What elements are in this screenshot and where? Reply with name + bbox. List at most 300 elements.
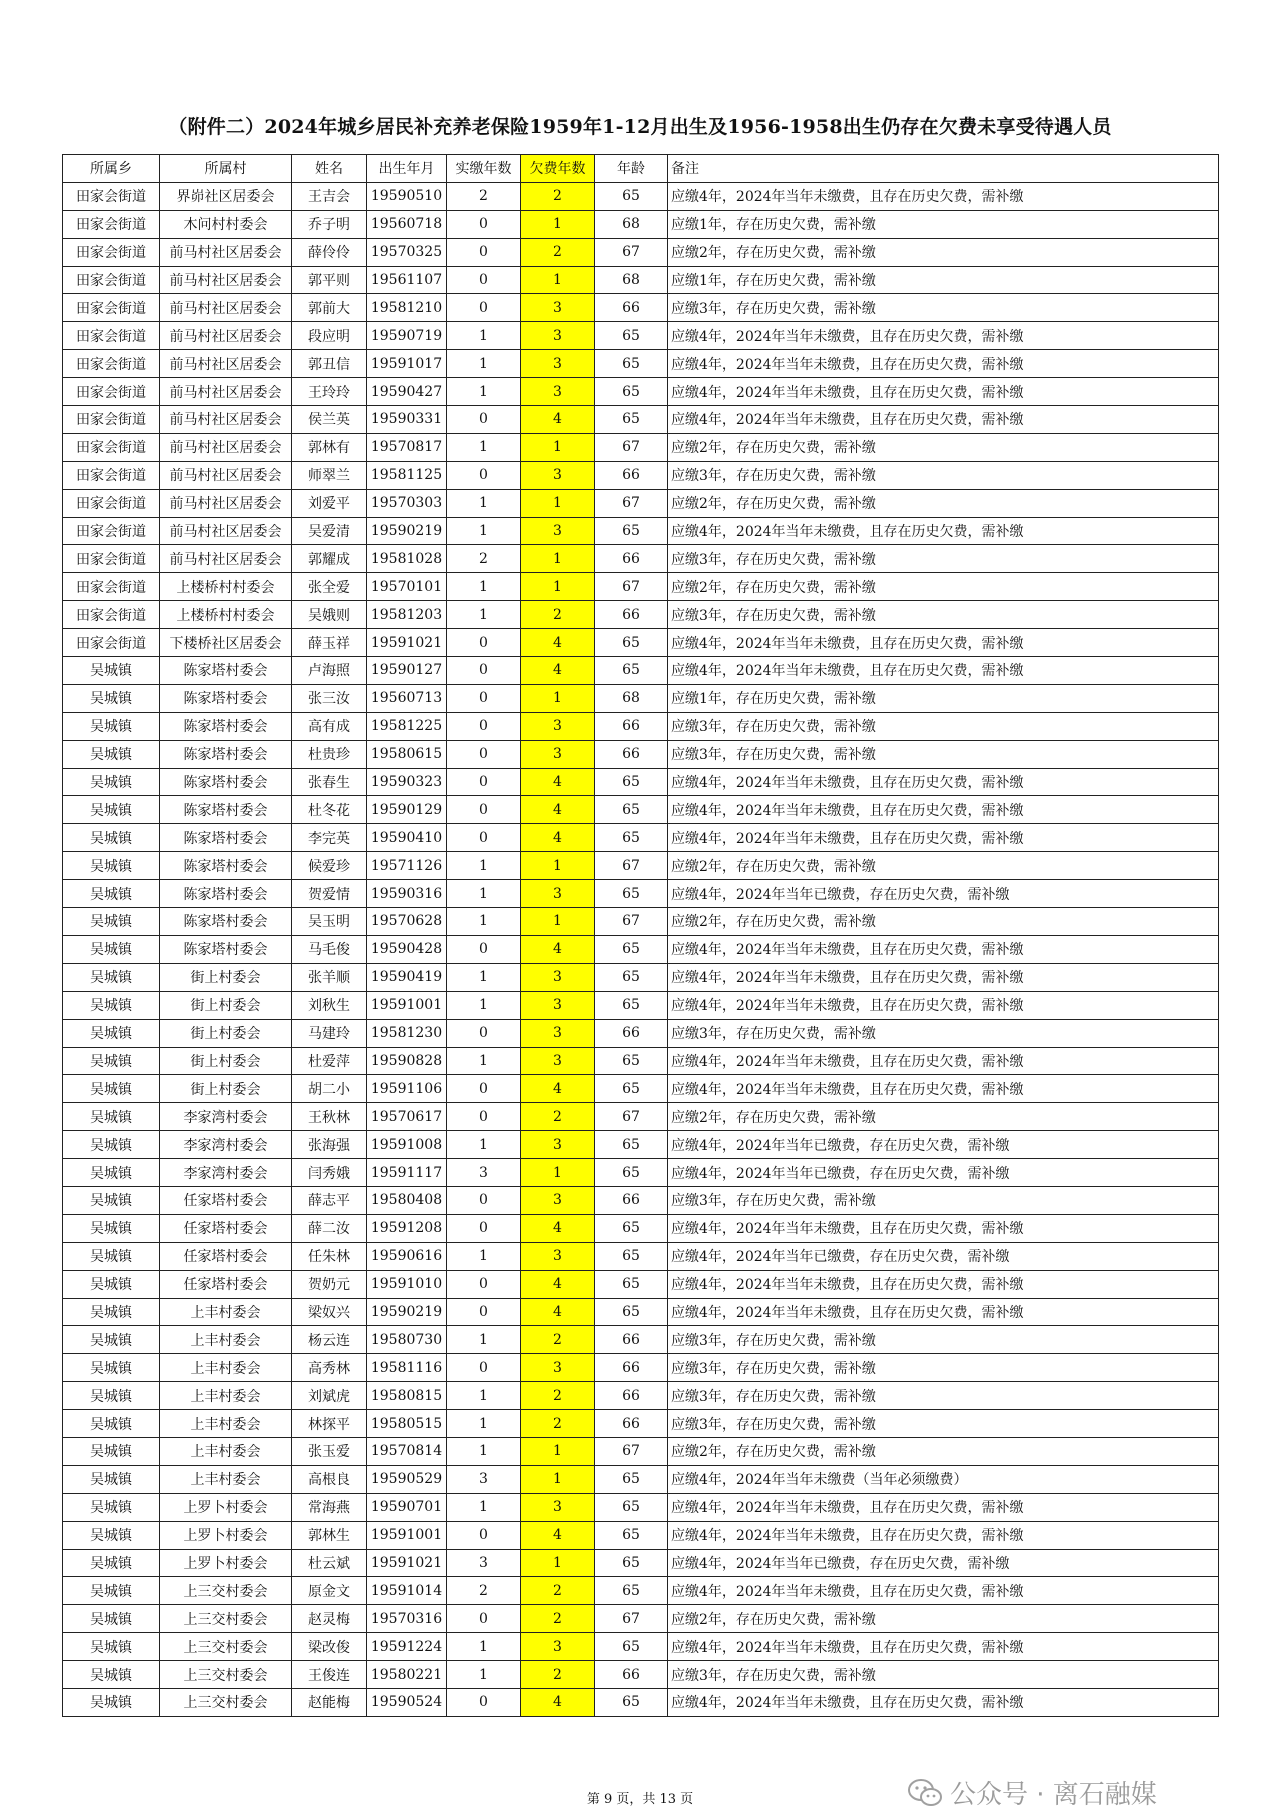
- remarks-cell: 应缴1年，存在历史欠费，需补缴: [668, 266, 1219, 294]
- paid-years-cell: 1: [447, 573, 521, 601]
- owed-years-cell: 1: [521, 210, 595, 238]
- township-cell: 吴城镇: [63, 1688, 160, 1716]
- table-row: [63, 238, 1219, 266]
- paid-years-cell: 1: [447, 1633, 521, 1661]
- paid-years-cell: 0: [447, 1186, 521, 1214]
- name-cell: 梁改俊: [292, 1633, 367, 1661]
- table-row: [63, 1661, 1219, 1689]
- township-cell: 吴城镇: [63, 1103, 160, 1131]
- township-cell: 吴城镇: [63, 963, 160, 991]
- paid-years-cell: 1: [447, 489, 521, 517]
- owed-years-cell: 1: [521, 433, 595, 461]
- name-cell: 王秋林: [292, 1103, 367, 1131]
- owed-years-cell: 2: [521, 1326, 595, 1354]
- birth-cell: 19570617: [367, 1103, 447, 1131]
- table-row: [63, 684, 1219, 712]
- name-cell: 张三汝: [292, 684, 367, 712]
- owed-years-cell: 1: [521, 545, 595, 573]
- township-cell: 田家会街道: [63, 378, 160, 406]
- birth-cell: 19591021: [367, 1549, 447, 1577]
- village-cell: 前马村社区居委会: [160, 322, 292, 350]
- village-cell: 陈家塔村委会: [160, 908, 292, 936]
- remarks-cell: 应缴2年，存在历史欠费，需补缴: [668, 1605, 1219, 1633]
- township-cell: 吴城镇: [63, 935, 160, 963]
- owed-years-cell: 1: [521, 1465, 595, 1493]
- township-cell: 吴城镇: [63, 880, 160, 908]
- owed-years-cell: 1: [521, 908, 595, 936]
- remarks-cell: 应缴4年，2024年当年已缴费，存在历史欠费，需补缴: [668, 1159, 1219, 1187]
- remarks-cell: 应缴3年，存在历史欠费，需补缴: [668, 1354, 1219, 1382]
- birth-cell: 19580730: [367, 1326, 447, 1354]
- age-cell: 65: [595, 350, 668, 378]
- birth-cell: 19580615: [367, 740, 447, 768]
- township-cell: 田家会街道: [63, 573, 160, 601]
- age-cell: 65: [595, 182, 668, 210]
- paid-years-cell: 0: [447, 1075, 521, 1103]
- age-cell: 67: [595, 908, 668, 936]
- remarks-cell: 应缴4年，2024年当年未缴费，且存在历史欠费，需补缴: [668, 629, 1219, 657]
- birth-cell: 19590616: [367, 1242, 447, 1270]
- township-cell: 吴城镇: [63, 1131, 160, 1159]
- remarks-cell: 应缴3年，存在历史欠费，需补缴: [668, 601, 1219, 629]
- name-cell: 赵能梅: [292, 1688, 367, 1716]
- village-cell: 前马村社区居委会: [160, 266, 292, 294]
- paid-years-cell: 1: [447, 852, 521, 880]
- remarks-cell: 应缴4年，2024年当年未缴费，且存在历史欠费，需补缴: [668, 657, 1219, 685]
- remarks-cell: 应缴4年，2024年当年未缴费，且存在历史欠费，需补缴: [668, 796, 1219, 824]
- township-cell: 吴城镇: [63, 768, 160, 796]
- birth-cell: 19581116: [367, 1354, 447, 1382]
- owed-years-cell: 2: [521, 1103, 595, 1131]
- village-cell: 界峁社区居委会: [160, 182, 292, 210]
- table-row: [63, 1521, 1219, 1549]
- age-cell: 66: [595, 461, 668, 489]
- name-cell: 杜爱萍: [292, 1047, 367, 1075]
- paid-years-cell: 0: [447, 210, 521, 238]
- birth-cell: 19590828: [367, 1047, 447, 1075]
- birth-cell: 19590331: [367, 406, 447, 434]
- table-row: [63, 210, 1219, 238]
- township-cell: 吴城镇: [63, 1410, 160, 1438]
- remarks-cell: 应缴3年，存在历史欠费，需补缴: [668, 1186, 1219, 1214]
- remarks-cell: 应缴3年，存在历史欠费，需补缴: [668, 461, 1219, 489]
- table-row: [63, 266, 1219, 294]
- village-cell: 街上村委会: [160, 991, 292, 1019]
- remarks-cell: 应缴4年，2024年当年未缴费，且存在历史欠费，需补缴: [668, 322, 1219, 350]
- birth-cell: 19590323: [367, 768, 447, 796]
- owed-years-cell: 2: [521, 1577, 595, 1605]
- birth-cell: 19590719: [367, 322, 447, 350]
- name-cell: 杜冬花: [292, 796, 367, 824]
- village-cell: 前马村社区居委会: [160, 406, 292, 434]
- township-cell: 吴城镇: [63, 1326, 160, 1354]
- birth-cell: 19581225: [367, 712, 447, 740]
- name-cell: 林探平: [292, 1410, 367, 1438]
- birth-cell: 19560718: [367, 210, 447, 238]
- birth-cell: 19590701: [367, 1493, 447, 1521]
- paid-years-cell: 0: [447, 768, 521, 796]
- name-cell: 杜贵珍: [292, 740, 367, 768]
- table-row: [63, 350, 1219, 378]
- township-cell: 吴城镇: [63, 796, 160, 824]
- owed-years-cell: 1: [521, 852, 595, 880]
- name-cell: 杨云连: [292, 1326, 367, 1354]
- township-cell: 吴城镇: [63, 1354, 160, 1382]
- owed-years-cell: 4: [521, 1298, 595, 1326]
- paid-years-cell: 1: [447, 1326, 521, 1354]
- township-cell: 田家会街道: [63, 545, 160, 573]
- township-cell: 吴城镇: [63, 1493, 160, 1521]
- age-cell: 65: [595, 1549, 668, 1577]
- name-cell: 候爱珍: [292, 852, 367, 880]
- paid-years-cell: 0: [447, 1521, 521, 1549]
- age-cell: 65: [595, 824, 668, 852]
- table-row: [63, 1270, 1219, 1298]
- remarks-cell: 应缴3年，存在历史欠费，需补缴: [668, 1661, 1219, 1689]
- owed-years-cell: 3: [521, 991, 595, 1019]
- name-cell: 胡二小: [292, 1075, 367, 1103]
- age-cell: 65: [595, 1493, 668, 1521]
- birth-cell: 19581203: [367, 601, 447, 629]
- age-cell: 68: [595, 684, 668, 712]
- remarks-cell: 应缴4年，2024年当年未缴费，且存在历史欠费，需补缴: [668, 935, 1219, 963]
- owed-years-cell: 4: [521, 824, 595, 852]
- remarks-cell: 应缴4年，2024年当年未缴费，且存在历史欠费，需补缴: [668, 768, 1219, 796]
- paid-years-cell: 1: [447, 433, 521, 461]
- age-cell: 66: [595, 1661, 668, 1689]
- paid-years-cell: 0: [447, 238, 521, 266]
- watermark-text: 公众号 · 离石融媒: [950, 1780, 1157, 1810]
- owed-years-cell: 4: [521, 796, 595, 824]
- table-row: [63, 629, 1219, 657]
- name-cell: 段应明: [292, 322, 367, 350]
- table-row: [63, 1410, 1219, 1438]
- table-row: [63, 1242, 1219, 1270]
- name-cell: 高有成: [292, 712, 367, 740]
- paid-years-cell: 0: [447, 629, 521, 657]
- owed-years-cell: 1: [521, 573, 595, 601]
- age-cell: 66: [595, 601, 668, 629]
- birth-cell: 19590316: [367, 880, 447, 908]
- name-cell: 赵灵梅: [292, 1605, 367, 1633]
- village-cell: 李家湾村委会: [160, 1103, 292, 1131]
- table-row: [63, 489, 1219, 517]
- age-cell: 65: [595, 1465, 668, 1493]
- remarks-cell: 应缴4年，2024年当年未缴费，且存在历史欠费，需补缴: [668, 1577, 1219, 1605]
- remarks-cell: 应缴4年，2024年当年未缴费，且存在历史欠费，需补缴: [668, 1493, 1219, 1521]
- remarks-cell: 应缴4年，2024年当年未缴费，且存在历史欠费，需补缴: [668, 1688, 1219, 1716]
- village-cell: 陈家塔村委会: [160, 768, 292, 796]
- paid-years-cell: 1: [447, 908, 521, 936]
- table-row: [63, 712, 1219, 740]
- owed-years-cell: 4: [521, 935, 595, 963]
- table-row: [63, 1605, 1219, 1633]
- remarks-cell: 应缴4年，2024年当年已缴费，存在历史欠费，需补缴: [668, 880, 1219, 908]
- township-cell: 吴城镇: [63, 1047, 160, 1075]
- name-cell: 乔子明: [292, 210, 367, 238]
- table-row: [63, 1159, 1219, 1187]
- table-row: [63, 1354, 1219, 1382]
- village-cell: 前马村社区居委会: [160, 378, 292, 406]
- table-row: [63, 1298, 1219, 1326]
- age-cell: 68: [595, 266, 668, 294]
- table-row: [63, 601, 1219, 629]
- paid-years-cell: 0: [447, 1354, 521, 1382]
- birth-cell: 19591017: [367, 350, 447, 378]
- age-cell: 68: [595, 210, 668, 238]
- owed-years-cell: 3: [521, 1047, 595, 1075]
- remarks-cell: 应缴3年，存在历史欠费，需补缴: [668, 712, 1219, 740]
- col-header-remarks: 备注: [668, 155, 1219, 183]
- age-cell: 65: [595, 1047, 668, 1075]
- township-cell: 田家会街道: [63, 238, 160, 266]
- township-cell: 田家会街道: [63, 322, 160, 350]
- remarks-cell: 应缴4年，2024年当年未缴费，且存在历史欠费，需补缴: [668, 406, 1219, 434]
- paid-years-cell: 0: [447, 406, 521, 434]
- remarks-cell: 应缴1年，存在历史欠费，需补缴: [668, 210, 1219, 238]
- birth-cell: 19570628: [367, 908, 447, 936]
- paid-years-cell: 1: [447, 1661, 521, 1689]
- remarks-cell: 应缴3年，存在历史欠费，需补缴: [668, 1019, 1219, 1047]
- owed-years-cell: 3: [521, 1633, 595, 1661]
- name-cell: 常海燕: [292, 1493, 367, 1521]
- name-cell: 原金文: [292, 1577, 367, 1605]
- col-header-paid-years: 实缴年数: [447, 155, 521, 183]
- owed-years-cell: 2: [521, 1605, 595, 1633]
- birth-cell: 19590127: [367, 657, 447, 685]
- age-cell: 65: [595, 1521, 668, 1549]
- village-cell: 前马村社区居委会: [160, 350, 292, 378]
- col-header-owed-years: 欠费年数: [521, 155, 595, 183]
- paid-years-cell: 0: [447, 657, 521, 685]
- owed-years-cell: 2: [521, 238, 595, 266]
- township-cell: 吴城镇: [63, 1298, 160, 1326]
- village-cell: 陈家塔村委会: [160, 712, 292, 740]
- village-cell: 前马村社区居委会: [160, 461, 292, 489]
- age-cell: 65: [595, 963, 668, 991]
- remarks-cell: 应缴3年，存在历史欠费，需补缴: [668, 294, 1219, 322]
- name-cell: 王玲玲: [292, 378, 367, 406]
- name-cell: 李完英: [292, 824, 367, 852]
- name-cell: 马毛俊: [292, 935, 367, 963]
- paid-years-cell: 1: [447, 1047, 521, 1075]
- owed-years-cell: 3: [521, 322, 595, 350]
- owed-years-cell: 2: [521, 1661, 595, 1689]
- name-cell: 郭前大: [292, 294, 367, 322]
- remarks-cell: 应缴4年，2024年当年未缴费，且存在历史欠费，需补缴: [668, 824, 1219, 852]
- age-cell: 67: [595, 489, 668, 517]
- village-cell: 任家塔村委会: [160, 1186, 292, 1214]
- age-cell: 66: [595, 740, 668, 768]
- remarks-cell: 应缴4年，2024年当年未缴费（当年必须缴费）: [668, 1465, 1219, 1493]
- paid-years-cell: 3: [447, 1549, 521, 1577]
- birth-cell: 19580815: [367, 1382, 447, 1410]
- township-cell: 田家会街道: [63, 517, 160, 545]
- paid-years-cell: 1: [447, 1242, 521, 1270]
- remarks-cell: 应缴2年，存在历史欠费，需补缴: [668, 852, 1219, 880]
- birth-cell: 19570814: [367, 1437, 447, 1465]
- remarks-cell: 应缴4年，2024年当年已缴费，存在历史欠费，需补缴: [668, 1242, 1219, 1270]
- age-cell: 66: [595, 1410, 668, 1438]
- birth-cell: 19570325: [367, 238, 447, 266]
- name-cell: 郭耀成: [292, 545, 367, 573]
- village-cell: 前马村社区居委会: [160, 489, 292, 517]
- birth-cell: 19581230: [367, 1019, 447, 1047]
- owed-years-cell: 2: [521, 601, 595, 629]
- paid-years-cell: 1: [447, 963, 521, 991]
- paid-years-cell: 0: [447, 740, 521, 768]
- township-cell: 吴城镇: [63, 1577, 160, 1605]
- township-cell: 田家会街道: [63, 294, 160, 322]
- owed-years-cell: 1: [521, 489, 595, 517]
- paid-years-cell: 0: [447, 1270, 521, 1298]
- owed-years-cell: 1: [521, 266, 595, 294]
- township-cell: 吴城镇: [63, 657, 160, 685]
- birth-cell: 19591010: [367, 1270, 447, 1298]
- township-cell: 吴城镇: [63, 991, 160, 1019]
- paid-years-cell: 1: [447, 601, 521, 629]
- remarks-cell: 应缴2年，存在历史欠费，需补缴: [668, 489, 1219, 517]
- birth-cell: 19591117: [367, 1159, 447, 1187]
- village-cell: 李家湾村委会: [160, 1131, 292, 1159]
- table-row: [63, 796, 1219, 824]
- table-row: [63, 740, 1219, 768]
- age-cell: 65: [595, 1131, 668, 1159]
- remarks-cell: 应缴2年，存在历史欠费，需补缴: [668, 238, 1219, 266]
- age-cell: 65: [595, 991, 668, 1019]
- paid-years-cell: 0: [447, 461, 521, 489]
- village-cell: 街上村委会: [160, 1075, 292, 1103]
- col-header-name: 姓名: [292, 155, 367, 183]
- paid-years-cell: 0: [447, 266, 521, 294]
- table-row: [63, 1186, 1219, 1214]
- paid-years-cell: 0: [447, 824, 521, 852]
- remarks-cell: 应缴4年，2024年当年未缴费，且存在历史欠费，需补缴: [668, 182, 1219, 210]
- birth-cell: 19570101: [367, 573, 447, 601]
- village-cell: 上罗卜村委会: [160, 1521, 292, 1549]
- remarks-cell: 应缴3年，存在历史欠费，需补缴: [668, 1410, 1219, 1438]
- township-cell: 吴城镇: [63, 1214, 160, 1242]
- table-row: [63, 182, 1219, 210]
- name-cell: 刘斌虎: [292, 1382, 367, 1410]
- remarks-cell: 应缴1年，存在历史欠费，需补缴: [668, 684, 1219, 712]
- age-cell: 67: [595, 238, 668, 266]
- village-cell: 陈家塔村委会: [160, 796, 292, 824]
- age-cell: 67: [595, 852, 668, 880]
- table-row: [63, 1633, 1219, 1661]
- table-row: [63, 573, 1219, 601]
- age-cell: 65: [595, 629, 668, 657]
- age-cell: 65: [595, 880, 668, 908]
- birth-cell: 19590219: [367, 517, 447, 545]
- village-cell: 上三交村委会: [160, 1577, 292, 1605]
- name-cell: 贺爱情: [292, 880, 367, 908]
- township-cell: 吴城镇: [63, 852, 160, 880]
- paid-years-cell: 0: [447, 684, 521, 712]
- owed-years-cell: 4: [521, 1521, 595, 1549]
- paid-years-cell: 1: [447, 1493, 521, 1521]
- owed-years-cell: 1: [521, 1437, 595, 1465]
- name-cell: 张羊顺: [292, 963, 367, 991]
- remarks-cell: 应缴4年，2024年当年未缴费，且存在历史欠费，需补缴: [668, 1075, 1219, 1103]
- remarks-cell: 应缴2年，存在历史欠费，需补缴: [668, 433, 1219, 461]
- birth-cell: 19591001: [367, 1521, 447, 1549]
- township-cell: 吴城镇: [63, 1186, 160, 1214]
- age-cell: 66: [595, 1326, 668, 1354]
- name-cell: 卢海照: [292, 657, 367, 685]
- birth-cell: 19590419: [367, 963, 447, 991]
- paid-years-cell: 1: [447, 880, 521, 908]
- remarks-cell: 应缴4年，2024年当年未缴费，且存在历史欠费，需补缴: [668, 963, 1219, 991]
- remarks-cell: 应缴4年，2024年当年未缴费，且存在历史欠费，需补缴: [668, 991, 1219, 1019]
- remarks-cell: 应缴4年，2024年当年未缴费，且存在历史欠费，需补缴: [668, 1298, 1219, 1326]
- table-row: [63, 1577, 1219, 1605]
- birth-cell: 19581125: [367, 461, 447, 489]
- remarks-cell: 应缴3年，存在历史欠费，需补缴: [668, 1382, 1219, 1410]
- age-cell: 67: [595, 573, 668, 601]
- age-cell: 66: [595, 1019, 668, 1047]
- table-row: [63, 433, 1219, 461]
- paid-years-cell: 1: [447, 378, 521, 406]
- owed-years-cell: 2: [521, 182, 595, 210]
- township-cell: 吴城镇: [63, 1465, 160, 1493]
- village-cell: 陈家塔村委会: [160, 657, 292, 685]
- birth-cell: 19591021: [367, 629, 447, 657]
- table-row: [63, 880, 1219, 908]
- table-row: [63, 1549, 1219, 1577]
- township-cell: 田家会街道: [63, 350, 160, 378]
- village-cell: 李家湾村委会: [160, 1159, 292, 1187]
- table-row: [63, 461, 1219, 489]
- birth-cell: 19590529: [367, 1465, 447, 1493]
- village-cell: 陈家塔村委会: [160, 824, 292, 852]
- owed-years-cell: 4: [521, 1688, 595, 1716]
- paid-years-cell: 0: [447, 1605, 521, 1633]
- age-cell: 65: [595, 1688, 668, 1716]
- age-cell: 66: [595, 1382, 668, 1410]
- owed-years-cell: 3: [521, 963, 595, 991]
- table-row: [63, 1047, 1219, 1075]
- village-cell: 任家塔村委会: [160, 1242, 292, 1270]
- village-cell: 上三交村委会: [160, 1688, 292, 1716]
- table-row: [63, 545, 1219, 573]
- paid-years-cell: 2: [447, 182, 521, 210]
- table-row: [63, 1019, 1219, 1047]
- age-cell: 67: [595, 1103, 668, 1131]
- owed-years-cell: 3: [521, 350, 595, 378]
- table-row: [63, 322, 1219, 350]
- owed-years-cell: 4: [521, 1214, 595, 1242]
- birth-cell: 19581210: [367, 294, 447, 322]
- remarks-cell: 应缴2年，存在历史欠费，需补缴: [668, 908, 1219, 936]
- paid-years-cell: 0: [447, 1214, 521, 1242]
- name-cell: 侯兰英: [292, 406, 367, 434]
- birth-cell: 19591008: [367, 1131, 447, 1159]
- table-row: [63, 517, 1219, 545]
- table-row: [63, 1382, 1219, 1410]
- owed-years-cell: 2: [521, 1382, 595, 1410]
- table-row: [63, 406, 1219, 434]
- name-cell: 任朱林: [292, 1242, 367, 1270]
- owed-years-cell: 3: [521, 1131, 595, 1159]
- table-row: [63, 1214, 1219, 1242]
- watermark: [908, 1774, 1157, 1811]
- paid-years-cell: 1: [447, 322, 521, 350]
- township-cell: 吴城镇: [63, 740, 160, 768]
- township-cell: 吴城镇: [63, 1521, 160, 1549]
- paid-years-cell: 1: [447, 1131, 521, 1159]
- age-cell: 66: [595, 294, 668, 322]
